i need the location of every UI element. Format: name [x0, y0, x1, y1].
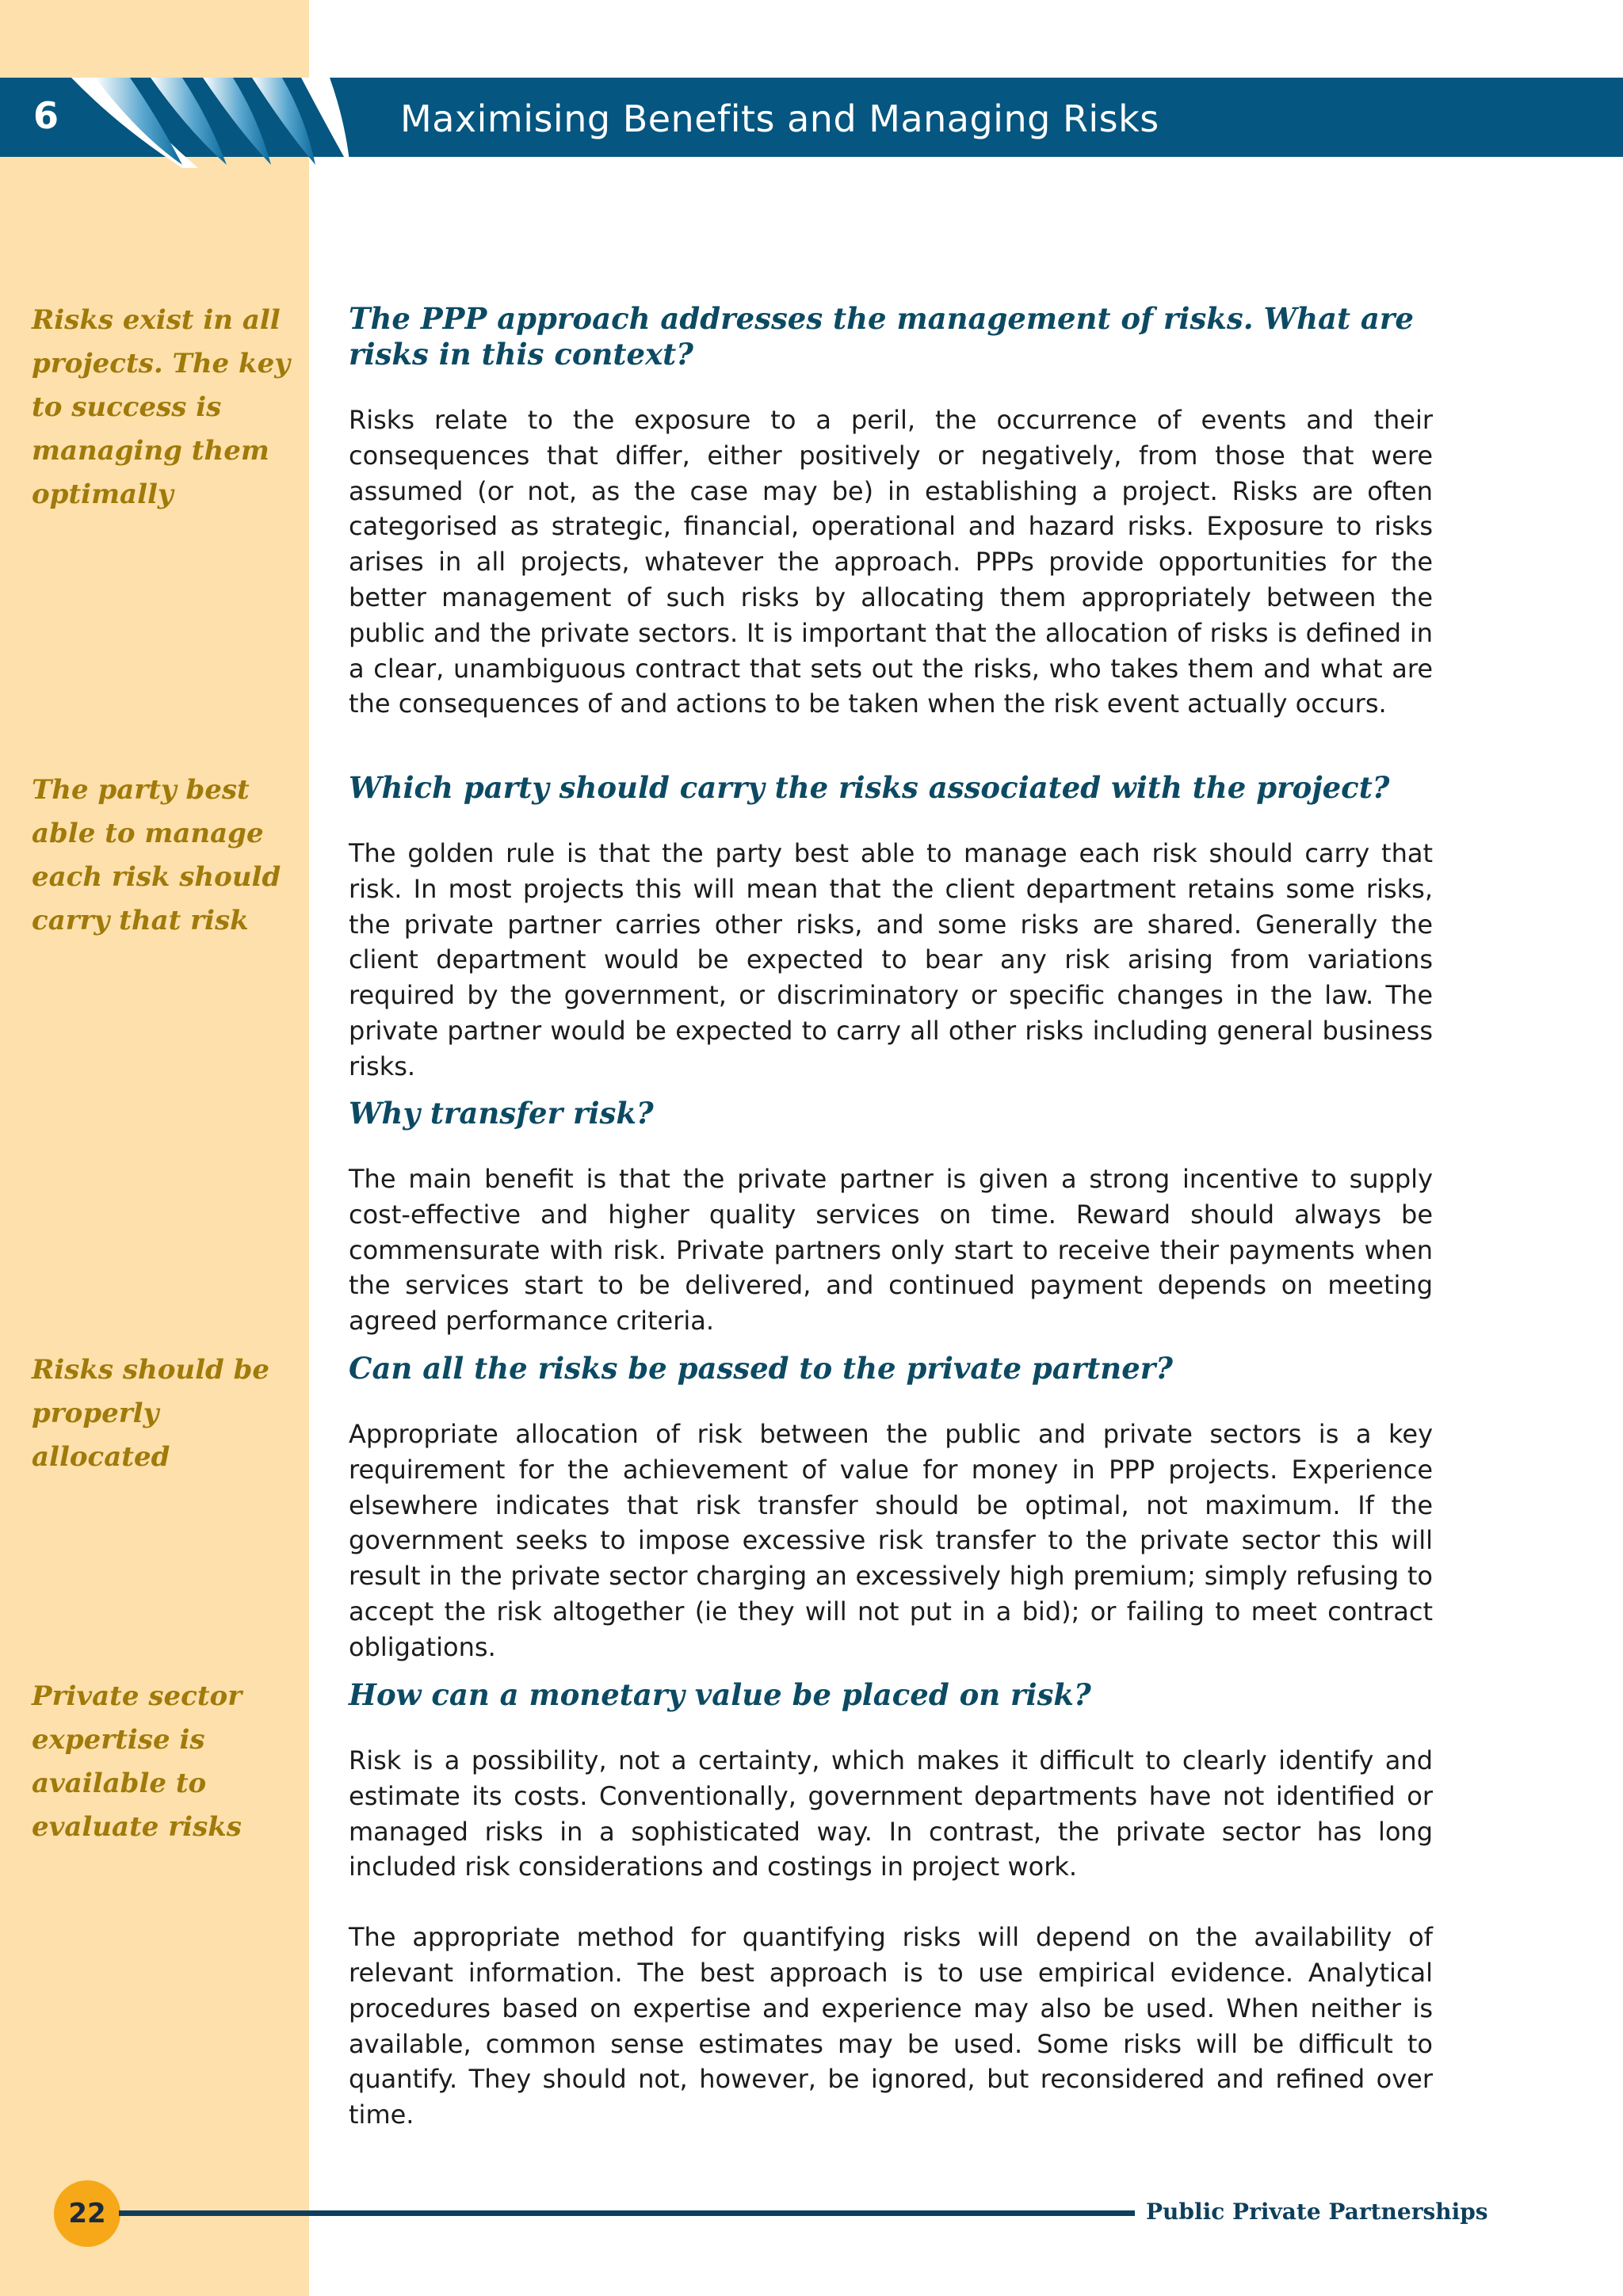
- footer-publication-title: Public Private Partnerships: [1146, 2199, 1488, 2225]
- section-all-risks: [349, 1351, 1433, 1665]
- body-paragraph: Risk is a possibility, not a certainty, which makes it difficult to clearly identify and estimate its costs. Conventionally, government departments have not identified or managed risks in a sophisticated way. In contrast, the private sector has long included risk considerations and costings in project work.: [349, 1745, 1433, 1882]
- section-heading: The PPP approach addresses the management of risks. What are risks in this context?: [349, 301, 1414, 372]
- section-heading: How can a monetary value be placed on risk?: [349, 1677, 1091, 1712]
- section-heading: Why transfer risk?: [349, 1096, 654, 1131]
- body-paragraph: The appropriate method for quantifying risks will depend on the availability of relevant information. The best approach is to use empirical evidence. Analytical procedures based on expertise and experience may also be used. When neither is available, common sense estimates may be used. Some risks will be difficult to quantify. They should not, however, be ignored, but reconsidered and refined over time.: [349, 1922, 1433, 2130]
- section-monetary-value: [349, 1677, 1433, 2133]
- body-paragraph: Risks relate to the exposure to a peril, the occurrence of events and their consequences that differ, either positively or negatively, from those that were assumed (or not, as the case may be) in establishing a project. Risks are often categorised as strategic, financial, operational and hazard risks. Exposure to risks arises in all projects, whatever the approach. PPPs provide opportunities for the better management of such risks by allocating them appropriately between the public and the private sectors. It is important that the allocation of risks is defined in a clear, unambiguous contract that sets out the risks, who takes them and what are the consequences of and actions to be taken when the risk event actually occurs.: [349, 405, 1433, 719]
- section-why-transfer: [349, 1096, 1433, 1339]
- margin-note: Private sector expertise is available to evaluate risks: [32, 1680, 242, 1843]
- section-heading: Which party should carry the risks associated with the project?: [349, 770, 1390, 805]
- header-swoosh-decoration: [63, 71, 365, 174]
- page-number-badge: 22: [54, 2180, 120, 2247]
- margin-note: Risks should be properly allocated: [32, 1354, 270, 1473]
- body-paragraph: The golden rule is that the party best able to manage each risk should carry that risk. In most projects this will mean that the client department retains some risks, the private partner carries other risks, and some risks are shared. Generally the client department would be expected to bear any risk arising from variations required by the government, or discriminatory or specific changes in the law. The private partner would be expected to carry all other risks including general business risks.: [349, 838, 1433, 1081]
- section-risks-context: [349, 301, 1433, 722]
- margin-note: The party best able to manage each risk should carry that risk: [32, 774, 281, 936]
- chapter-number: 6: [33, 94, 59, 137]
- section-heading: Can all the risks be passed to the private partner?: [349, 1351, 1173, 1386]
- footer-rule: [119, 2210, 1135, 2216]
- section-which-party: [349, 770, 1433, 1085]
- body-paragraph: Appropriate allocation of risk between the public and private sectors is a key requirement for the achievement of value for money in PPP projects. Experience elsewhere indicates that risk transfer should be optimal, not maximum. If the government seeks to impose excessive risk transfer to the private sector this will result in the private sector charging an excessively high premium; simply refusing to accept the risk altogether (ie they will not put in a bid); or failing to meet contract obligations.: [349, 1419, 1433, 1662]
- chapter-title: Maximising Benefits and Managing Risks: [400, 97, 1159, 140]
- margin-note: Risks exist in all projects. The key to success is managing them optimally: [32, 304, 290, 510]
- body-paragraph: The main benefit is that the private partner is given a strong incentive to supply cost-effective and higher quality services on time. Reward should always be commensurate with risk. Private partners only start to receive their payments when the services start to be delivered, and continued payment depends on meeting agreed performance criteria.: [349, 1164, 1433, 1337]
